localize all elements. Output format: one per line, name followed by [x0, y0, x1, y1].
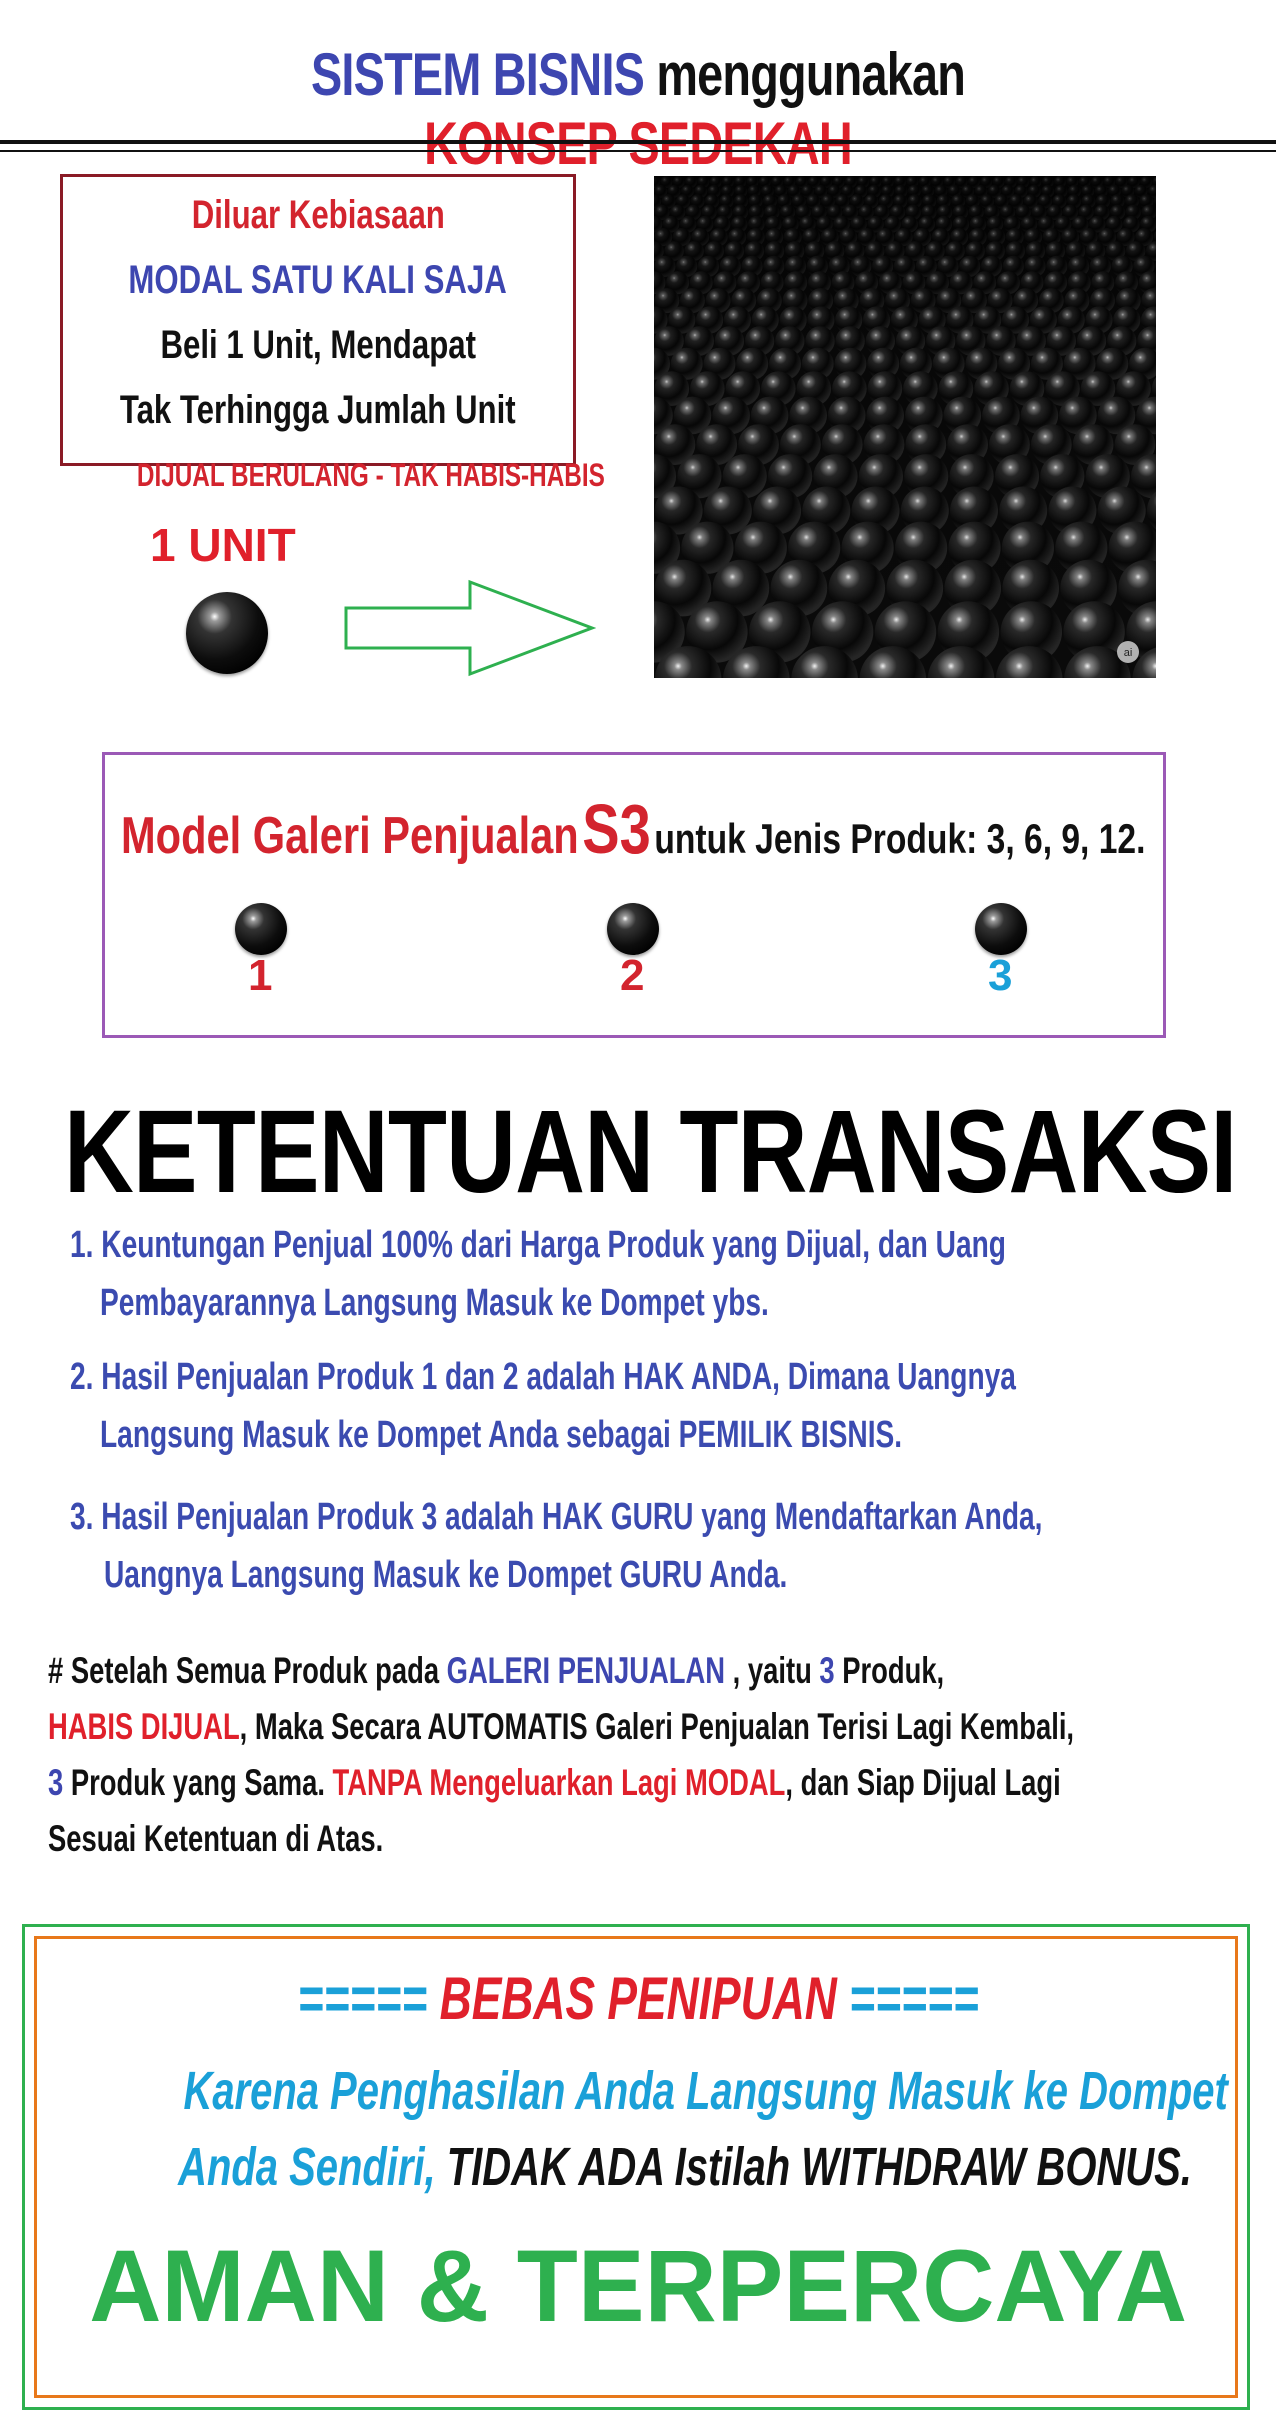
page-header — [0, 40, 1276, 178]
header-divider — [0, 140, 1276, 144]
note-line-3: 3 Produk yang Sama. TANPA Mengeluarkan Lagi MODAL, dan Siap Dijual Lagi — [48, 1762, 1061, 1803]
rule-item-2-line-1: 2. Hasil Penjualan Produk 1 dan 2 adalah HAK ANDA, Dimana Uangnya — [70, 1356, 1016, 1398]
gallery-item-2-number: 2 — [620, 951, 645, 1000]
bebas-prefix: ===== — [297, 1965, 428, 2032]
intro-line3: Beli 1 Unit, Mendapat — [160, 323, 476, 367]
gallery-item-1-sphere — [235, 903, 287, 955]
gallery-box — [102, 752, 1166, 1038]
ai-badge: ai — [1123, 647, 1133, 659]
note-line-1: # Setelah Semua Produk pada GALERI PENJUALAN , yaitu 3 Produk, — [48, 1650, 945, 1691]
rule-item-3-line-2: Uangnya Langsung Masuk ke Dompet GURU Anda. — [104, 1554, 788, 1596]
bebas-text: BEBAS PENIPUAN — [439, 1965, 837, 2032]
intro-line2: MODAL SATU KALI SAJA — [128, 258, 508, 302]
intro-line1: Diluar Kebiasaan — [191, 193, 445, 237]
bottom-line-2: Karena Penghasilan Anda Langsung Masuk ke Dompet — [183, 2061, 1228, 2121]
gallery-title-s3: S3 — [582, 790, 651, 868]
note-line-4: Sesuai Ketentuan di Atas. — [48, 1818, 384, 1859]
gallery-item-3-number: 3 — [988, 951, 1013, 1000]
header-part2: menggunakan — [656, 41, 966, 108]
rule-item-1-line-2: Pembayarannya Langsung Masuk ke Dompet ybs. — [100, 1282, 769, 1324]
gallery-item-2-sphere — [607, 903, 659, 955]
rule-item-2-line-2: Langsung Masuk ke Dompet Anda sebagai PEMILIK BISNIS. — [100, 1414, 903, 1456]
intro-line4: Tak Terhingga Jumlah Unit — [120, 388, 516, 432]
header-divider-thin — [0, 150, 1276, 152]
rule-item-1-line-1: 1. Keuntungan Penjual 100% dari Harga Produk yang Dijual, dan Uang — [70, 1224, 1006, 1266]
gallery-item-1-number: 1 — [248, 951, 273, 1000]
note-line-2: HABIS DIJUAL, Maka Secara AUTOMATIS Galeri Penjualan Terisi Lagi Kembali, — [48, 1706, 1075, 1747]
right-arrow-icon — [344, 578, 596, 678]
gallery-title-part2: untuk Jenis Produk: 3, 6, 9, 12. — [654, 815, 1146, 862]
rules-heading: KETENTUAN TRANSAKSI — [64, 1086, 1237, 1218]
bottom-line-3: Anda Sendiri, TIDAK ADA Istilah WITHDRAW BONUS. — [178, 2137, 1192, 2197]
gallery-title-part1: Model Galeri Penjualan — [121, 807, 579, 865]
many-spheres-image — [654, 176, 1156, 678]
slogan: AMAN & TERPERCAYA — [89, 2229, 1187, 2343]
bebas-suffix: ===== — [848, 1965, 979, 2032]
slogan-wrap — [0, 2228, 1276, 2345]
intro-box — [60, 174, 605, 493]
bebas-line — [0, 1964, 1276, 2033]
gallery-title — [121, 789, 1145, 869]
header-part1: SISTEM BISNIS — [310, 41, 645, 108]
rules-heading-wrap — [64, 1084, 1276, 1220]
single-sphere — [186, 592, 268, 674]
rule-item-3-line-1: 3. Hasil Penjualan Produk 3 adalah HAK GURU yang Mendaftarkan Anda, — [70, 1496, 1043, 1538]
gallery-item-3-sphere — [975, 903, 1027, 955]
intro-line5: DIJUAL BERULANG - TAK HABIS-HABIS — [136, 457, 605, 493]
unit-label: 1 UNIT — [150, 519, 296, 571]
